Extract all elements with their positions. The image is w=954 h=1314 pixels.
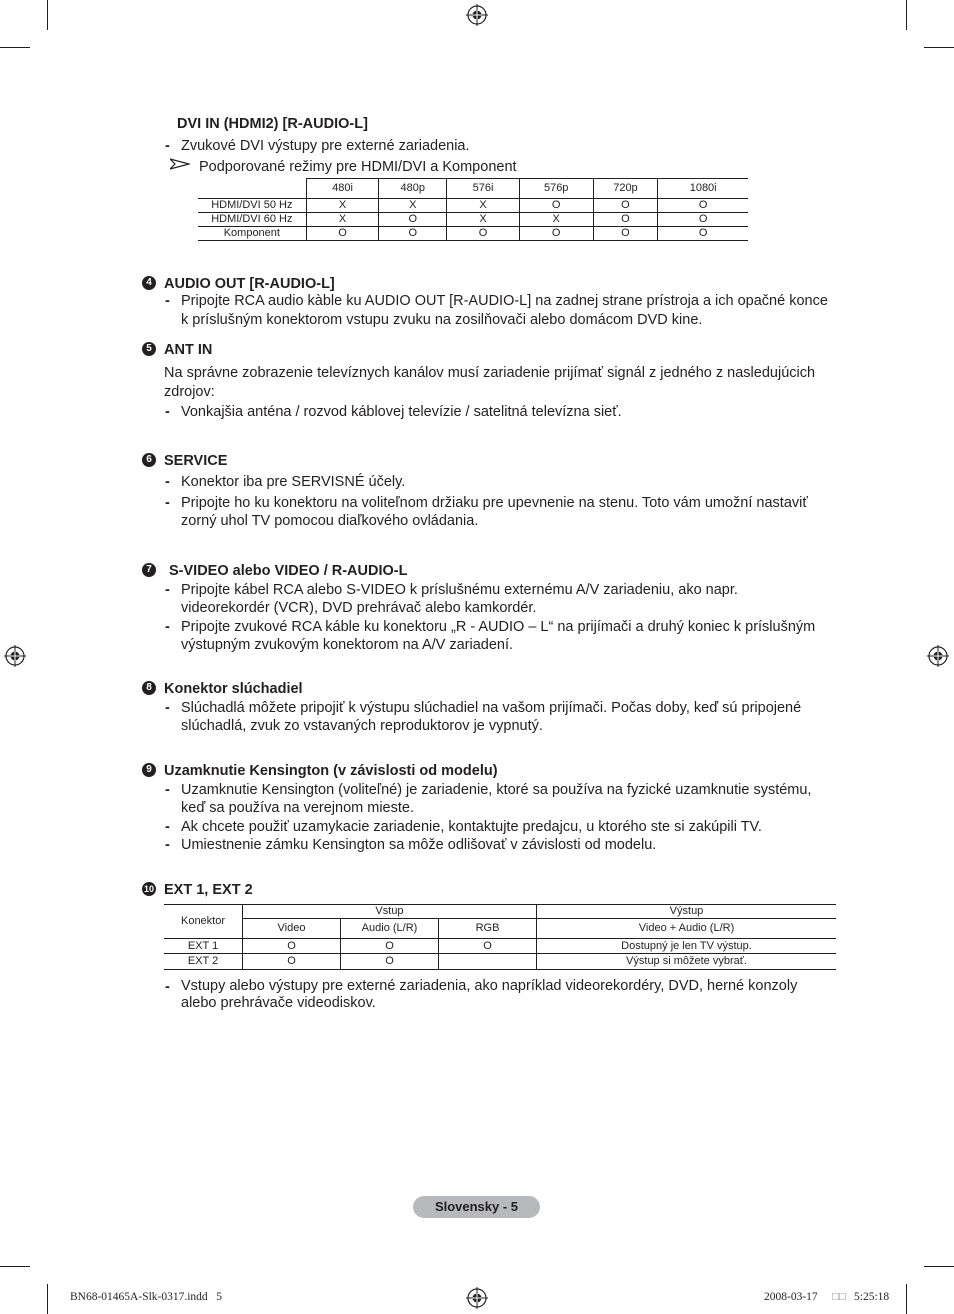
section-heading: SERVICE [164,453,228,469]
crop-mark [47,0,48,30]
bullet-dash: - [165,404,170,420]
table-cell: O [658,199,748,213]
table-cell: X [519,213,593,227]
dvi-heading: DVI IN (HDMI2) [R-AUDIO-L] [177,116,368,132]
table-cell: O [519,227,593,241]
crop-mark [906,1284,907,1314]
table-cell: O [658,213,748,227]
crop-mark [924,47,954,48]
ext-connector-table [164,904,836,970]
table-cell: O [593,227,658,241]
table-cell: O [379,227,447,241]
registration-mark-icon [466,1287,488,1309]
table-cell: O [519,199,593,213]
section-number-badge: 4 [142,276,156,290]
bullet-dash: - [165,837,170,853]
slug-date: 2008-03-17 [764,1291,818,1303]
hdmi-modes-table [198,178,748,241]
bullet-text: Pripojte kábel RCA alebo S-VIDEO k príslušnému externému A/V zariadeniu, ako napr. videorekordér (VCR), DVD prehrávač alebo kamkordér. [181,582,738,616]
table-cell: O [447,227,520,241]
table-row [198,227,748,241]
crop-mark [0,47,30,48]
section-number-badge: 6 [142,453,156,467]
column-group-header: Výstup [537,905,837,919]
table-corner [198,179,306,199]
bullet-text: Pripojte RCA audio kàble ku AUDIO OUT [R-AUDIO-L] na zadnej strane prístroja a ich opačné konce k príslušným konektorom vstupu zvuku na zosilňovači alebo domácom DVD kine. [181,293,828,328]
table-row [198,199,748,213]
table-cell: Dostupný je len TV výstup. [537,939,837,954]
bullet-text: Vstupy alebo výstupy pre externé zariadenia, ako napríklad videorekordéry, DVD, herné konzoly alebo prehrávače videodiskov. [181,978,798,1011]
slug-file: BN68-01465A-Slk-0317.indd 5 [70,1291,223,1303]
bullet-dash: - [165,582,170,598]
table-cell: O [306,227,379,241]
bullet-dash: - [165,979,170,995]
bullet-dash: - [165,474,170,490]
crop-mark [906,0,907,30]
table-row [164,954,836,970]
table-cell: O [658,227,748,241]
row-label: EXT 1 [164,939,243,954]
table-cell: O [593,213,658,227]
row-label: HDMI/DVI 50 Hz [198,199,306,213]
section-number-badge: 7 [142,563,156,577]
page-number-label: Slovensky - 5 [413,1196,540,1218]
table-cell: O [243,939,341,954]
section-number-badge: 10 [143,884,154,894]
column-header: Audio (L/R) [341,919,439,939]
table-cell: Výstup si môžete vybrať. [537,954,837,970]
bullet-text: Konektor iba pre SERVISNÉ účely. [181,474,406,490]
slug-marks: □□ [832,1291,846,1303]
bullet-text: Vonkajšia anténa / rozvod káblovej televízie / satelitná televízna sieť. [181,404,622,420]
note-arrow-icon [170,157,190,169]
slug-time: 5:25:18 [854,1291,890,1303]
table-cell: O [341,939,439,954]
bullet-text: Pripojte zvukové RCA káble ku konektoru „R - AUDIO – L“ na prijímači a druhý koniec k príslušným výstupným zvukovým konektorom na A/V zariadení. [181,619,816,653]
table-cell: X [379,199,447,213]
section-number-badge: 5 [142,342,156,356]
table-cell: X [306,213,379,227]
table-cell: O [341,954,439,970]
row-label: HDMI/DVI 60 Hz [198,213,306,227]
bullet-dash: - [165,293,170,309]
column-header: 480p [379,179,447,199]
bullet-dash: - [165,700,170,716]
registration-mark-icon [4,645,26,667]
bullet-dash: - [165,782,170,798]
bullet-dash: - [165,138,170,154]
section-heading: Konektor slúchadiel [164,681,303,697]
crop-mark [0,1266,30,1267]
section-heading: EXT 1, EXT 2 [164,882,253,898]
column-header: Konektor [164,905,243,939]
bullet-text: Ak chcete použiť uzamykacie zariadenie, kontaktujte predajcu, u ktorého ste si zakúpili TV. [181,819,762,835]
paragraph-text: Na správne zobrazenie televíznych kanálov musí zariadenie prijímať signál z jedného z nasledujúcich zdrojov: [164,365,816,400]
bullet-text: Uzamknutie Kensington (voliteľné) je zariadenie, ktoré sa používa na fyzické uzamknutie systému, keď sa používa na verejnom mieste. [181,782,812,816]
registration-mark-icon [466,4,488,26]
crop-mark [924,1266,954,1267]
bullet-text: Umiestnenie zámku Kensington sa môže odlišovať v závislosti od modelu. [181,837,657,853]
table-cell: O [593,199,658,213]
column-header: 576p [519,179,593,199]
table-row [198,213,748,227]
dvi-note: Podporované režimy pre HDMI/DVI a Komponent [199,159,517,175]
column-header: 480i [306,179,379,199]
section-number-badge: 9 [142,763,156,777]
column-header: RGB [439,919,537,939]
column-header: 576i [447,179,520,199]
table-cell: O [243,954,341,970]
row-label: EXT 2 [164,954,243,970]
bullet-dash: - [165,819,170,835]
column-header: 720p [593,179,658,199]
table-cell: X [306,199,379,213]
bullet-dash: - [165,495,170,511]
bullet-text: Slúchadlá môžete pripojiť k výstupu slúchadiel na vašom prijímači. Počas doby, keď sú pripojené slúchadlá, zvuk zo vstavaných reproduktorov je vypnutý. [181,700,802,734]
section-heading: S-VIDEO alebo VIDEO / R-AUDIO-L [169,563,408,579]
table-cell: X [447,213,520,227]
crop-mark [47,1284,48,1314]
table-row [164,939,836,954]
column-header: Video + Audio (L/R) [537,919,837,939]
section-heading: AUDIO OUT [R-AUDIO-L] [164,276,335,292]
dvi-bullet: Zvukové DVI výstupy pre externé zariadenia. [181,138,470,154]
section-number-badge: 8 [142,681,156,695]
section-heading: Uzamknutie Kensington (v závislosti od modelu) [164,763,498,779]
registration-mark-icon [927,645,949,667]
row-label: Komponent [198,227,306,241]
table-cell [439,954,537,970]
bullet-dash: - [165,619,170,635]
column-group-header: Vstup [243,905,537,919]
table-cell: O [439,939,537,954]
column-header: Video [243,919,341,939]
table-cell: O [379,213,447,227]
column-header: 1080i [658,179,748,199]
section-heading: ANT IN [164,342,213,358]
bullet-text: Pripojte ho ku konektoru na voliteľnom držiaku pre upevnenie na stenu. Toto vám umožní nastaviť zorný uhol TV pomocou diaľkového ovládania. [181,495,808,529]
table-cell: X [447,199,520,213]
